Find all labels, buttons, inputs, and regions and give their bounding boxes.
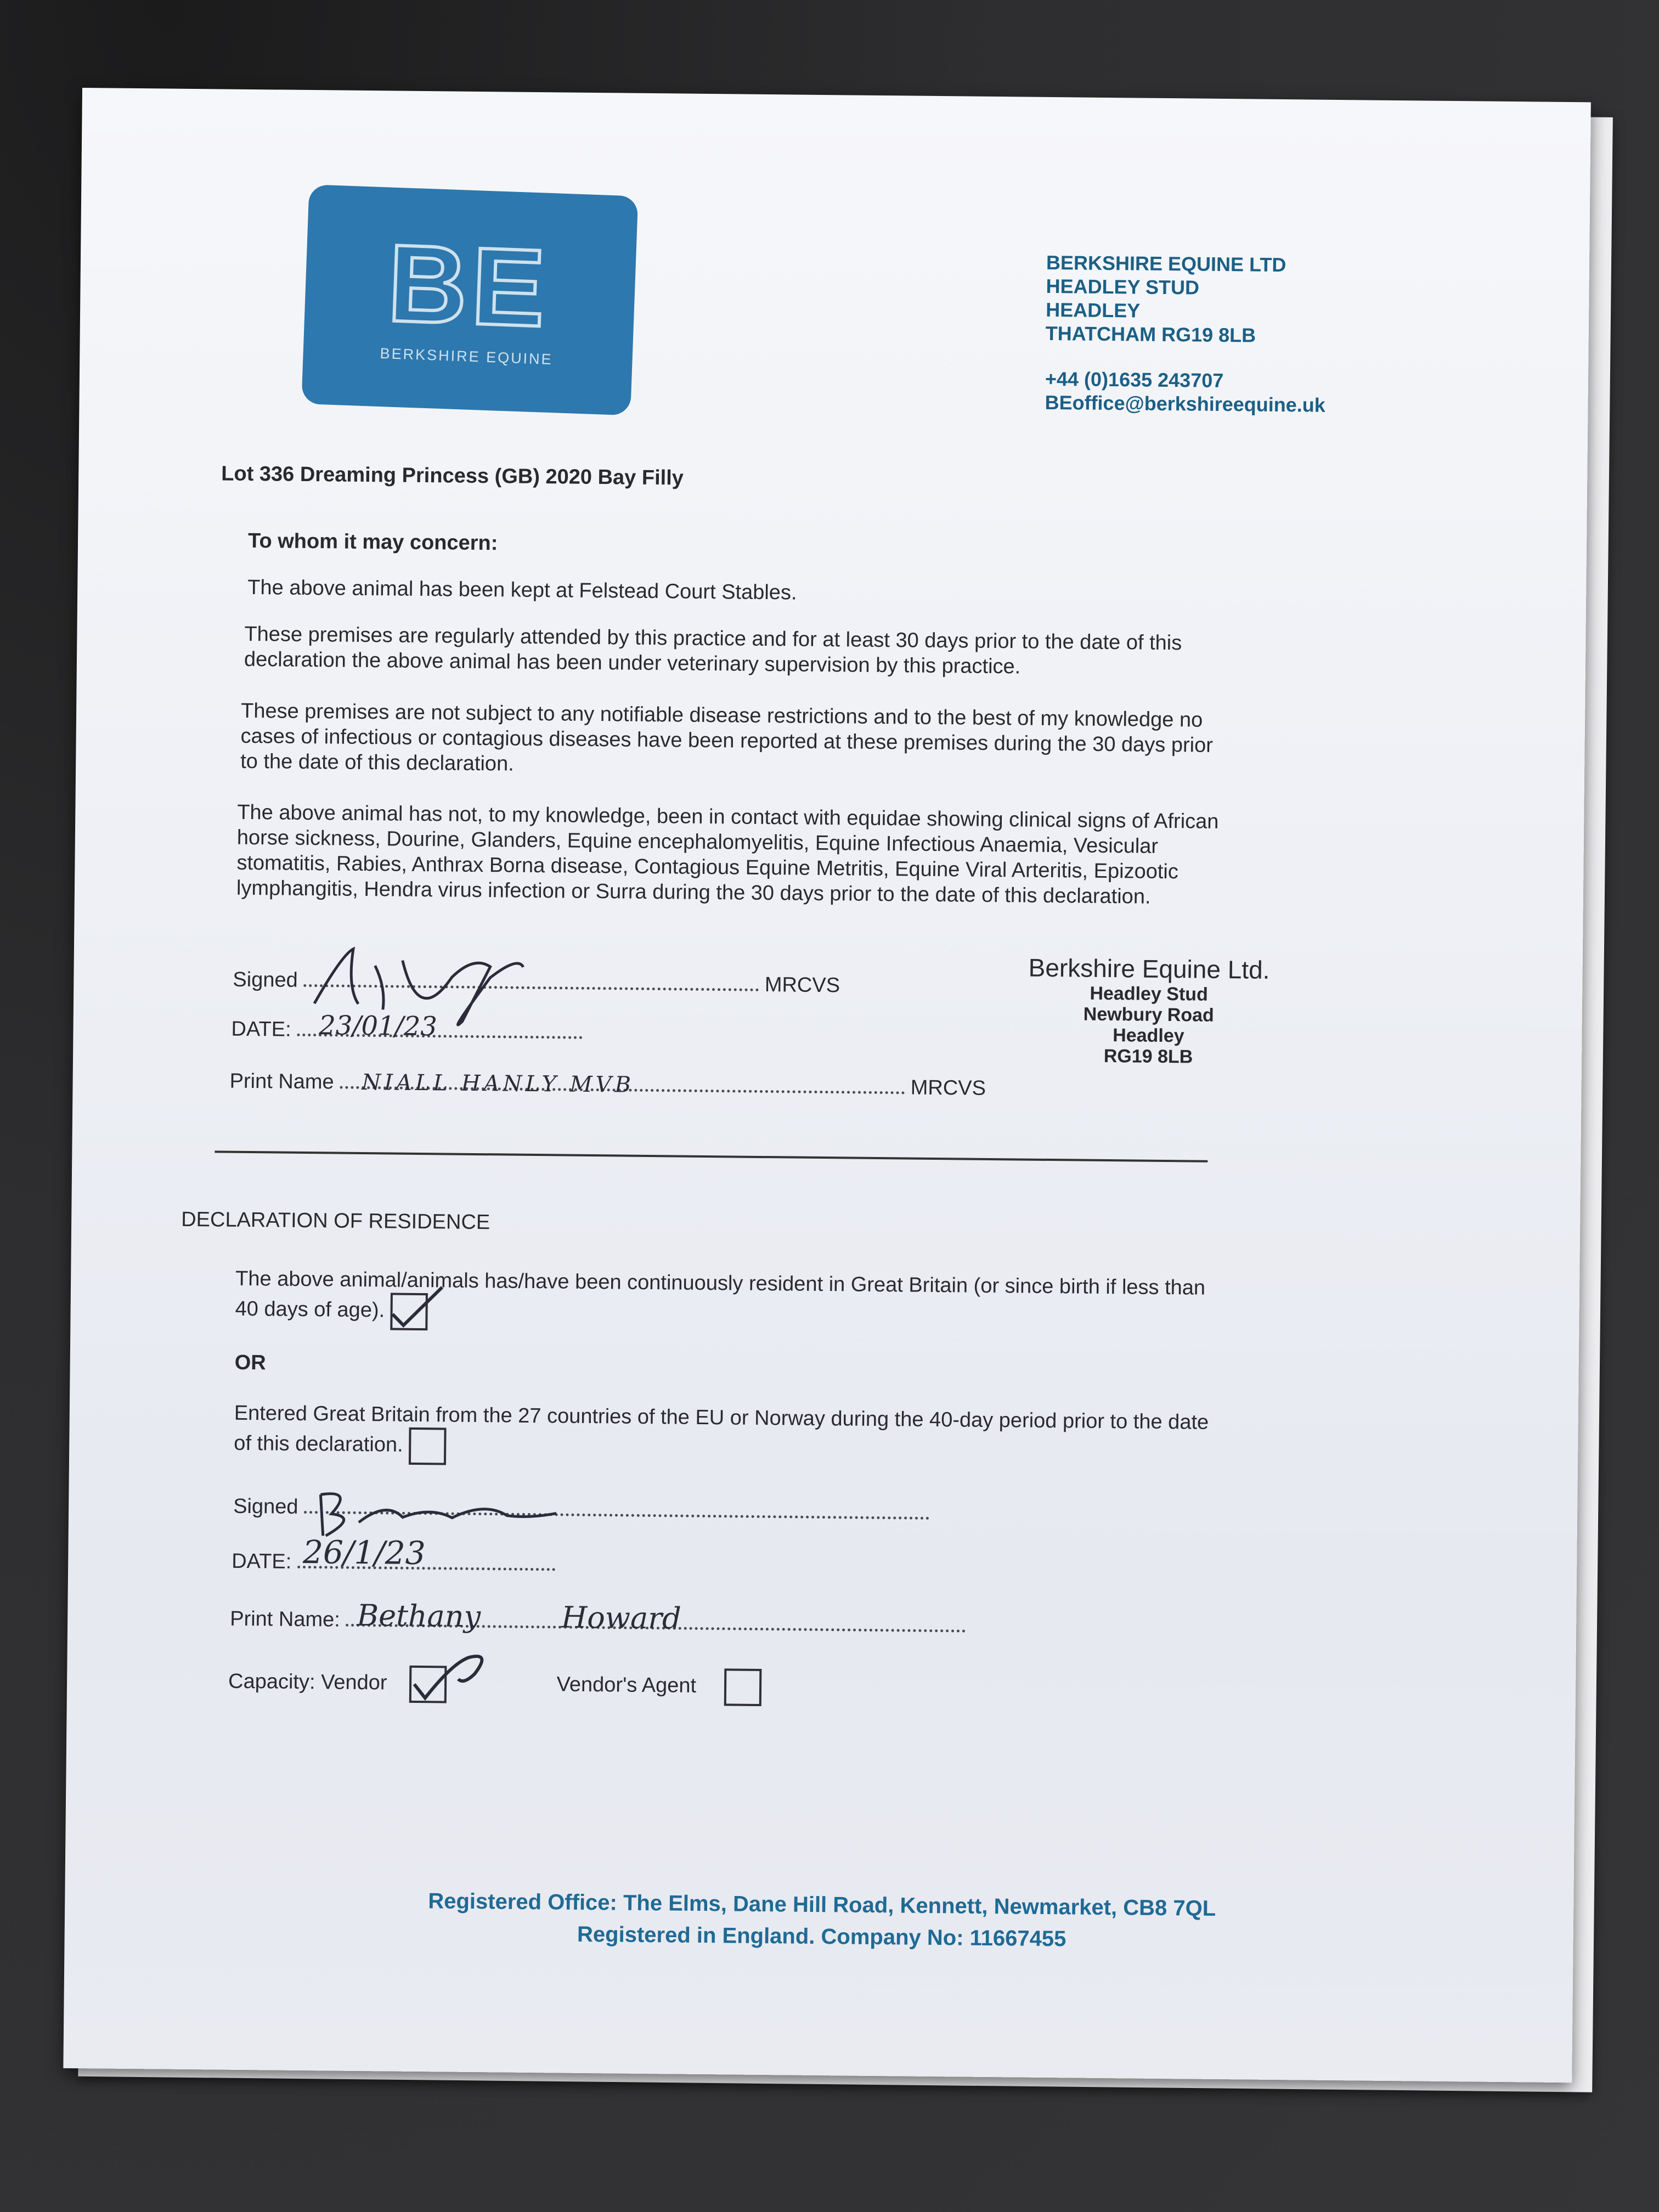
paragraph-supervision: These premises are regularly attended by this practice and for at least 30 days prior to the date of this declaration the above animal has been under veterinary supervision by this practice.: [244, 622, 1182, 679]
vet-mrcvs-label: MRCVS: [764, 973, 840, 997]
vet-mrcvs-label: MRCVS: [910, 1076, 986, 1100]
check-mark-icon: [387, 1284, 448, 1334]
vet-print-value: NIALL HANLY MVB: [362, 1069, 635, 1098]
stamp-line: Headley: [1113, 1025, 1184, 1047]
residence-option-2-text: Entered Great Britain from the 27 countries of the EU or Norway during the 40-day period prior to the date of this declaration.: [234, 1401, 1209, 1457]
owner-date-label: DATE:: [232, 1549, 292, 1573]
vet-date-label: DATE:: [231, 1017, 291, 1041]
residence-option-2: [234, 1401, 1211, 1472]
residence-heading: DECLARATION OF RESIDENCE: [181, 1207, 490, 1234]
stamp-line: Newbury Road: [1083, 1003, 1214, 1026]
company-address-line: HEADLEY: [1046, 298, 1141, 322]
stamp-line: Headley Stud: [1090, 983, 1209, 1005]
company-address-line: THATCHAM RG19 8LB: [1045, 321, 1256, 347]
registered-office-footer: [355, 1884, 1288, 1957]
company-email: BEoffice@berkshireequine.uk: [1045, 391, 1326, 416]
or-label: OR: [234, 1351, 266, 1375]
company-name: BERKSHIRE EQUINE LTD: [1046, 251, 1286, 276]
berkshire-equine-logo: [301, 184, 638, 415]
paragraph-restrictions: These premises are not subject to any notifiable disease restrictions and to the best of my knowledge no cases of infectious or contagious diseases have been reported at these premises during the 30 days prior to the date of this declaration.: [240, 699, 1214, 776]
paragraph-contact: The above animal has not, to my knowledge, been in contact with equidae showing clinical signs of African horse sickness, Dourine, Glanders, Equine encephalomyelitis, Equine Infectious Anaemia, Vesicular stomatitis, Rabies, Anthrax Borna disease, Contagious Equine Metritis, Equine Viral Arteritis, Epizootic lymphangitis, Hendra virus infection or Surra during the 30 days prior to the date of this declaration.: [236, 800, 1219, 909]
vet-signed-label: Signed: [233, 968, 298, 992]
section-divider: [215, 1150, 1207, 1162]
logo-mark: BE: [386, 222, 551, 350]
vet-signed-row: [233, 967, 946, 999]
vet-print-line: [340, 1069, 905, 1098]
vendor-agent-label: Vendor's Agent: [556, 1673, 697, 1697]
capacity-row: [228, 1664, 997, 1708]
company-phone: +44 (0)1635 243707: [1045, 367, 1224, 392]
practice-stamp: [1028, 953, 1270, 1068]
owner-signed-label: Signed: [233, 1494, 298, 1519]
vet-print-row: [229, 1069, 1107, 1102]
resident-checkbox[interactable]: [390, 1293, 428, 1330]
vet-print-label: Print Name: [229, 1069, 334, 1094]
owner-date-line: [297, 1533, 555, 1572]
salutation: To whom it may concern:: [247, 529, 498, 555]
stamp-title: Berkshire Equine Ltd.: [1028, 953, 1270, 984]
residence-option-1-text: The above animal/animals has/have been continuously resident in Great Britain (or since birth if less than 40 days of age).: [235, 1267, 1206, 1322]
owner-print-row: [230, 1598, 1163, 1640]
owner-print-value: Bethany Howard: [357, 1598, 681, 1636]
capacity-vendor-label: Capacity: Vendor: [228, 1669, 387, 1695]
vendor-checkbox[interactable]: [409, 1666, 447, 1703]
vendor-agent-checkbox[interactable]: [724, 1668, 761, 1706]
company-address-block: [1045, 251, 1327, 417]
paragraph-kept: The above animal has been kept at Felstead Court Stables.: [247, 575, 797, 605]
residence-option-1: [235, 1266, 1223, 1338]
owner-print-label: Print Name:: [230, 1607, 341, 1632]
footer-line-company: Registered in England. Company No: 11667455: [577, 1922, 1066, 1951]
stamp-line: RG19 8LB: [1103, 1045, 1193, 1068]
vet-signature-line: [303, 984, 759, 991]
owner-signed-row: [233, 1494, 946, 1526]
lot-title: Lot 336 Dreaming Princess (GB) 2020 Bay Filly: [221, 462, 684, 490]
check-mark-icon: [409, 1629, 503, 1707]
owner-date-value: 26/1/23: [302, 1533, 426, 1572]
document-page: [63, 88, 1591, 2083]
vet-date-row: [231, 1010, 780, 1047]
logo-name: BERKSHIRE EQUINE: [380, 345, 554, 368]
vet-date-value: 23/01/23: [319, 1010, 438, 1042]
vet-date-line: [297, 1010, 582, 1042]
owner-date-row: [232, 1533, 780, 1579]
eu-entry-checkbox[interactable]: [409, 1427, 447, 1465]
company-address-line: HEADLEY STUD: [1046, 274, 1200, 299]
footer-line-office: Registered Office: The Elms, Dane Hill Road, Kennett, Newmarket, CB8 7QL: [428, 1889, 1216, 1921]
owner-signature-line: [304, 1511, 929, 1520]
